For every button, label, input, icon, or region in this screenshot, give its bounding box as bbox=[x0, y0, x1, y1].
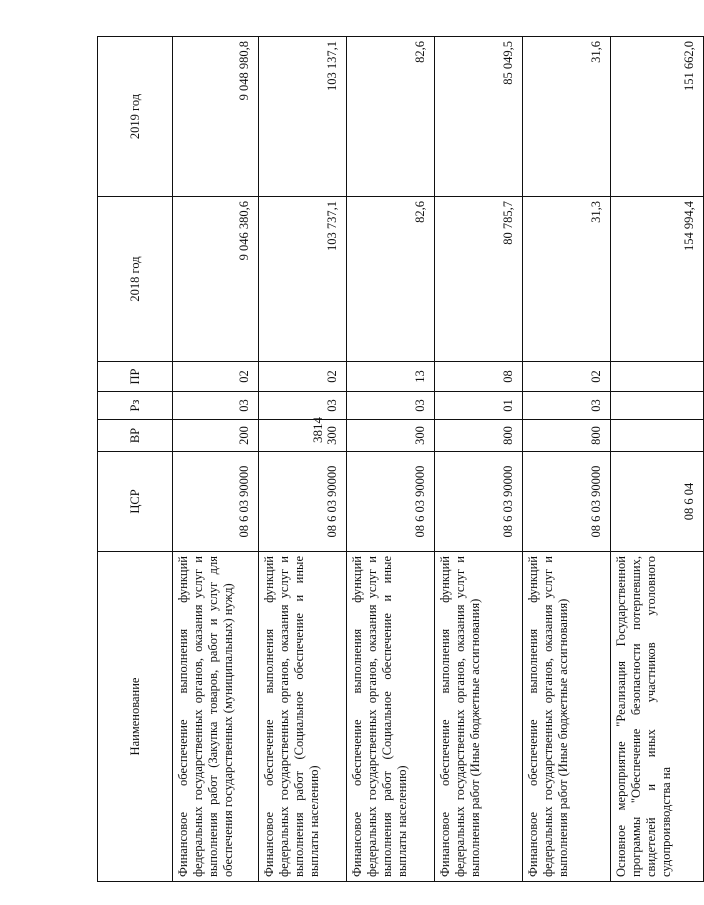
row-csr: 08 6 03 90000 bbox=[347, 452, 435, 552]
row-2018: 154 994,4 bbox=[611, 197, 704, 362]
page-number: 3814 bbox=[310, 417, 325, 443]
row-vr: 800 bbox=[435, 420, 523, 452]
table-row bbox=[435, 37, 523, 882]
header-row bbox=[98, 37, 173, 882]
row-2019: 31,6 bbox=[523, 37, 611, 197]
row-rz: 01 bbox=[435, 392, 523, 420]
row-pr bbox=[611, 362, 704, 392]
table-row bbox=[259, 37, 347, 882]
row-pr: 13 bbox=[347, 362, 435, 392]
table-row bbox=[523, 37, 611, 882]
col-header-2018: 2018 год bbox=[98, 197, 173, 362]
row-vr: 300 bbox=[347, 420, 435, 452]
col-header-2019: 2019 год bbox=[98, 37, 173, 197]
row-vr: 300 bbox=[259, 420, 347, 452]
row-2018: 82,6 bbox=[347, 197, 435, 362]
row-rz: 03 bbox=[173, 392, 259, 420]
row-2018: 9 046 380,6 bbox=[173, 197, 259, 362]
row-name: Финансовое обеспечение выполнения функций федеральных государственных органов, оказания услуг и выполнения работ (Иные бюджетные ассигнования) bbox=[435, 552, 523, 882]
row-rz: 03 bbox=[347, 392, 435, 420]
row-2019: 151 662,0 bbox=[611, 37, 704, 197]
rotated-table-container bbox=[97, 37, 696, 882]
row-csr: 08 6 03 90000 bbox=[173, 452, 259, 552]
row-name: Финансовое обеспечение выполнения функций федеральных государственных органов, оказания услуг и выполнения работ (Социальное обеспечение и иные выплаты населению) bbox=[347, 552, 435, 882]
row-2018: 80 785,7 bbox=[435, 197, 523, 362]
row-2019: 9 048 980,8 bbox=[173, 37, 259, 197]
row-csr: 08 6 04 bbox=[611, 452, 704, 552]
row-2018: 103 737,1 bbox=[259, 197, 347, 362]
row-name: Основное мероприятие "Реализация Государственной программы "Обеспечение безопасности потерпевших, свидетелей и иных участников уголовного судопроизводства на bbox=[611, 552, 704, 882]
row-vr: 800 bbox=[523, 420, 611, 452]
row-pr: 02 bbox=[523, 362, 611, 392]
row-2019: 82,6 bbox=[347, 37, 435, 197]
row-rz: 03 bbox=[523, 392, 611, 420]
col-header-name: Наименование bbox=[98, 552, 173, 882]
table-row bbox=[347, 37, 435, 882]
row-2019: 85 049,5 bbox=[435, 37, 523, 197]
col-header-csr: ЦСР bbox=[98, 452, 173, 552]
row-csr: 08 6 03 90000 bbox=[259, 452, 347, 552]
col-header-rz: Рз bbox=[98, 392, 173, 420]
row-csr: 08 6 03 90000 bbox=[435, 452, 523, 552]
row-rz: 03 bbox=[259, 392, 347, 420]
row-pr: 02 bbox=[173, 362, 259, 392]
row-2019: 103 137,1 bbox=[259, 37, 347, 197]
table-row bbox=[173, 37, 259, 882]
budget-table bbox=[97, 36, 704, 882]
row-name: Финансовое обеспечение выполнения функций федеральных государственных органов, оказания услуг и выполнения работ (Закупка товаров, работ и услуг для обеспечения государственных (муниципальных) нужд) bbox=[173, 552, 259, 882]
row-vr bbox=[611, 420, 704, 452]
row-pr: 02 bbox=[259, 362, 347, 392]
row-vr: 200 bbox=[173, 420, 259, 452]
col-header-pr: ПР bbox=[98, 362, 173, 392]
row-csr: 08 6 03 90000 bbox=[523, 452, 611, 552]
row-rz bbox=[611, 392, 704, 420]
row-pr: 08 bbox=[435, 362, 523, 392]
table-row bbox=[611, 37, 704, 882]
row-name: Финансовое обеспечение выполнения функций федеральных государственных органов, оказания услуг и выполнения работ (Социальное обеспечение и иные выплаты населению) bbox=[259, 552, 347, 882]
row-name: Финансовое обеспечение выполнения функций федеральных государственных органов, оказания услуг и выполнения работ (Иные бюджетные ассигнования) bbox=[523, 552, 611, 882]
row-2018: 31,3 bbox=[523, 197, 611, 362]
col-header-vr: ВР bbox=[98, 420, 173, 452]
